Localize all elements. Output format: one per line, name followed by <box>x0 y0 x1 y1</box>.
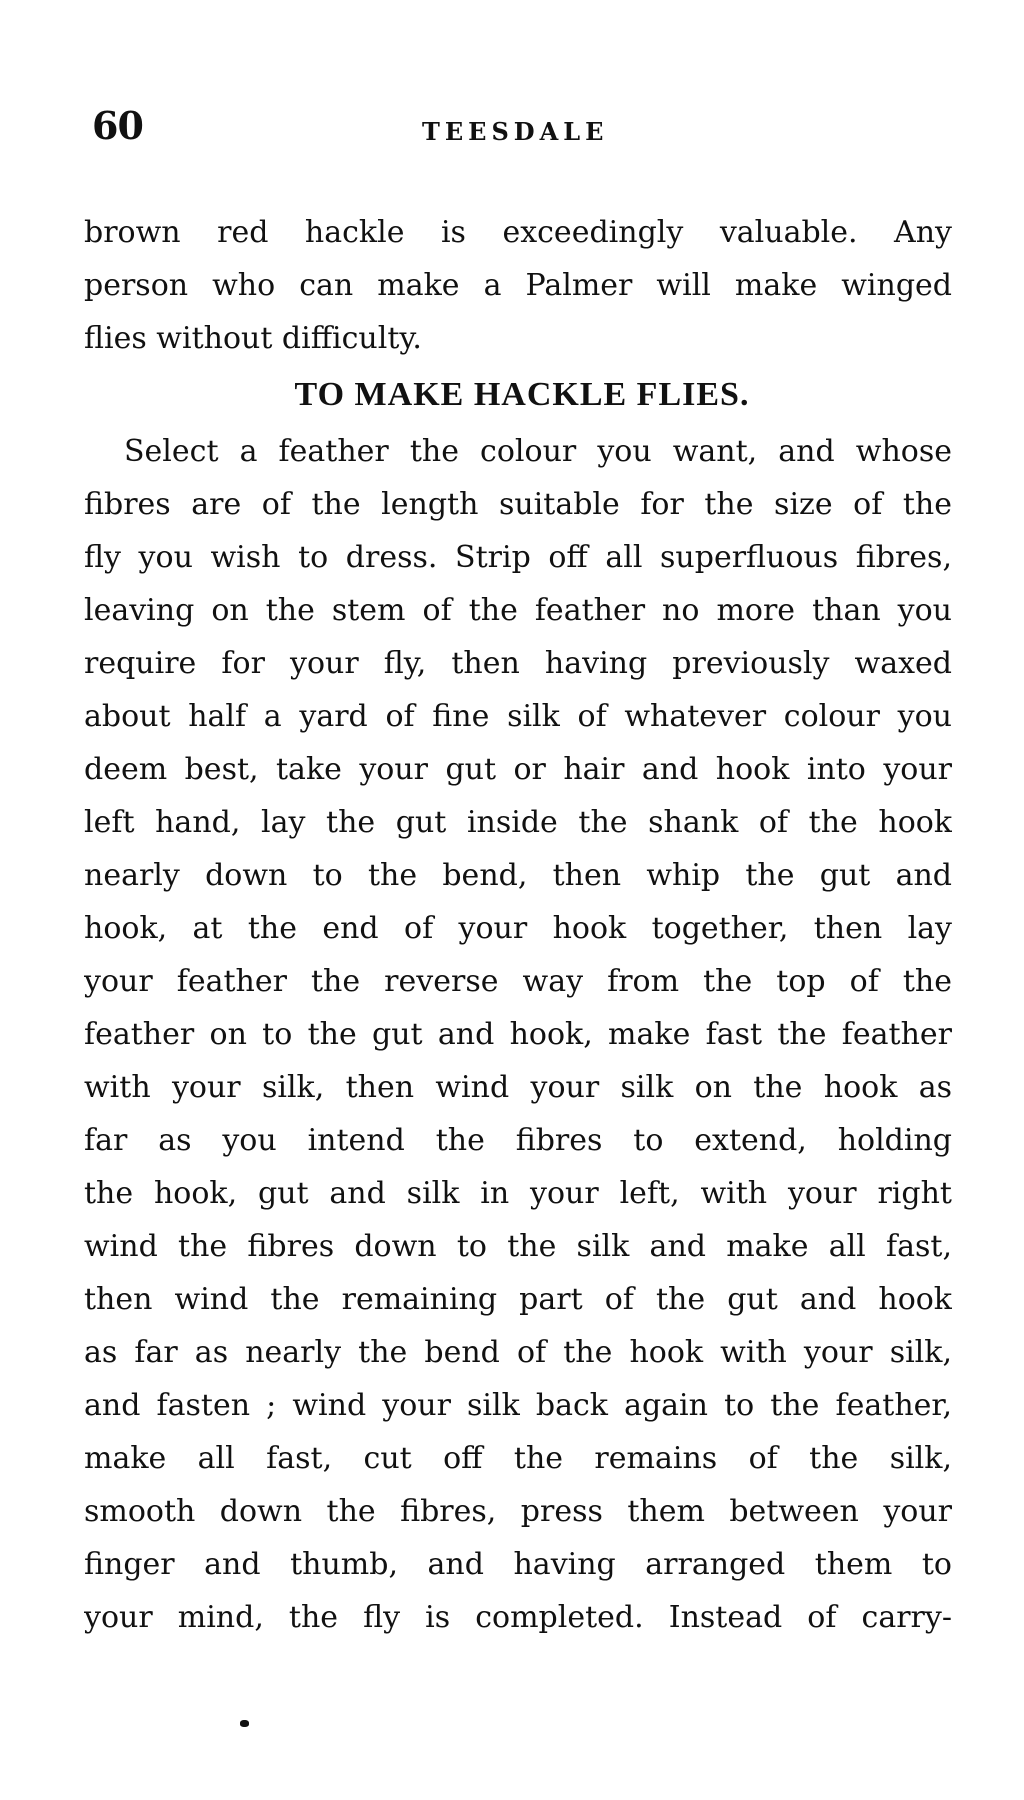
section-heading: TO MAKE HACKLE FLIES. <box>294 376 750 413</box>
text-line: wind the fibres down to the silk and make all fast, <box>84 1229 952 1264</box>
text-line: deem best, take your gut or hair and hook into your <box>84 752 952 787</box>
running-head: TEESDALE <box>422 117 609 146</box>
ink-speck <box>240 1720 249 1727</box>
text-line: leaving on the stem of the feather no more than you <box>84 593 952 628</box>
text-line: Select a feather the colour you want, and whose <box>124 434 952 469</box>
text-line: smooth down the fibres, press them between your <box>84 1494 952 1529</box>
page-header <box>92 103 952 153</box>
text-line: far as you intend the fibres to extend, holding <box>84 1123 952 1158</box>
text-line: your mind, the fly is completed. Instead of carry- <box>84 1600 952 1635</box>
paragraph-instructions <box>84 425 952 1644</box>
text-line: make all fast, cut off the remains of the silk, <box>84 1441 952 1476</box>
text-line: feather on to the gut and hook, make fast the feather <box>84 1017 952 1052</box>
text-line: then wind the remaining part of the gut and hook <box>84 1282 952 1317</box>
text-line: flies without difficulty. <box>84 321 422 356</box>
text-line: the hook, gut and silk in your left, with your right <box>84 1176 952 1211</box>
text-line: person who can make a Palmer will make winged <box>84 268 952 303</box>
text-line: nearly down to the bend, then whip the gut and <box>84 858 952 893</box>
text-line: require for your fly, then having previously waxed <box>84 646 952 681</box>
text-line: your feather the reverse way from the top of the <box>84 964 952 999</box>
text-line: and fasten ; wind your silk back again to the feather, <box>84 1388 952 1423</box>
text-line: fly you wish to dress. Strip off all superfluous fibres, <box>84 540 952 575</box>
text-line: hook, at the end of your hook together, then lay <box>84 911 952 946</box>
page-body <box>84 206 952 1644</box>
text-line: about half a yard of fine silk of whatever colour you <box>84 699 952 734</box>
text-line: finger and thumb, and having arranged them to <box>84 1547 952 1582</box>
text-line: left hand, lay the gut inside the shank of the hook <box>84 805 952 840</box>
text-line: brown red hackle is exceedingly valuable. Any <box>84 215 952 250</box>
text-line: fibres are of the length suitable for the size of the <box>84 487 952 522</box>
text-line: as far as nearly the bend of the hook with your silk, <box>84 1335 952 1370</box>
page-number: 60 <box>92 103 143 148</box>
paragraph-continued <box>84 206 952 365</box>
text-line: with your silk, then wind your silk on the hook as <box>84 1070 952 1105</box>
